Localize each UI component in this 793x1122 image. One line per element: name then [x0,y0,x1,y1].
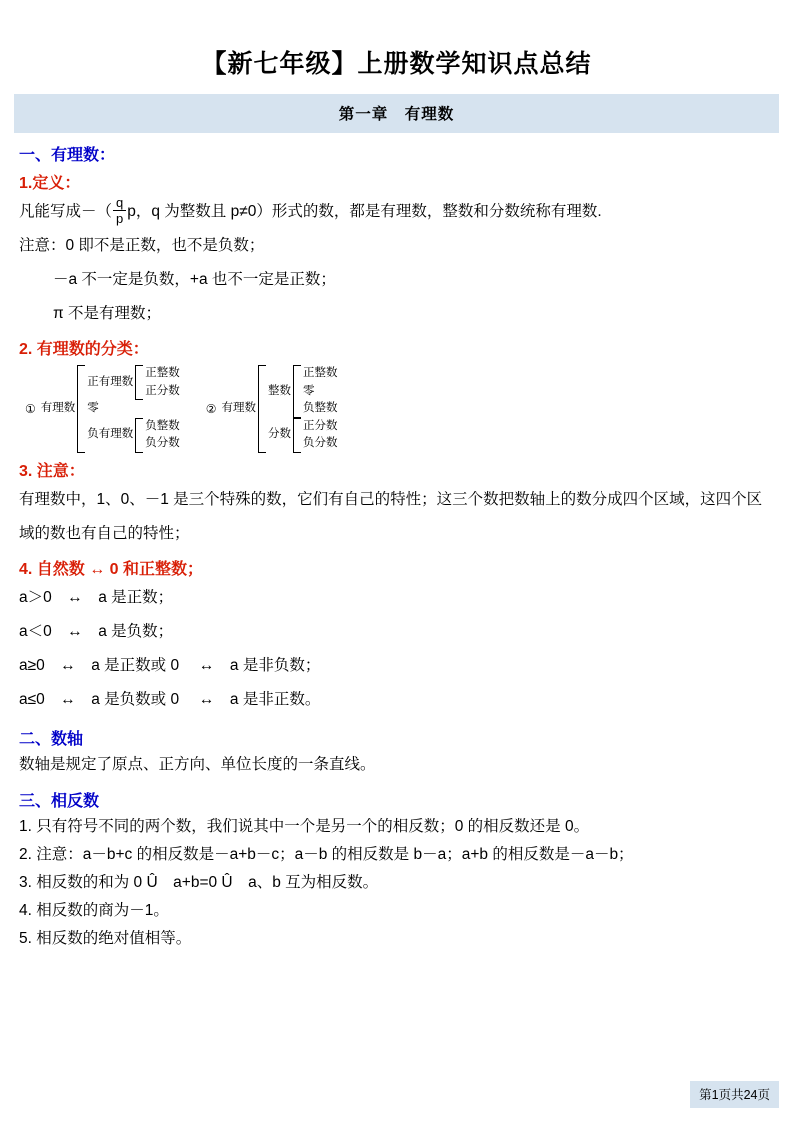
brace-icon [135,365,143,400]
opposite-line-2: 2. 注意：a－b+c 的相反数是－a+b－c；a－b 的相反数是 b－a；a+b 的相反数是－a－b； [19,845,634,863]
brace-icon [258,365,266,453]
classification-index-1: ① [25,401,36,416]
classification-group-1 [25,365,180,453]
branch-children [145,365,180,400]
subsection-heading-classification: 2. 有理数的分类： [19,341,149,358]
branch-child: 负整数 [145,419,180,432]
classification-branch [87,400,180,418]
note-line-1: 注意：0 即不是正数，也不是负数； [19,237,265,254]
subsection-heading-natural-numbers: 4. 自然数 ↔ 0 和正整数； [19,560,204,578]
branch-child: 负分数 [145,437,180,450]
number-line-paragraph: 数轴是规定了原点、正方向、单位长度的一条直线。 [19,755,376,773]
attention-paragraph: 有理数中，1、0、－1 是三个特殊的数，它们有自己的特性；这三个数把数轴上的数分成四个区域，这四个区域的数也有自己的特性； [19,490,763,542]
page-title: 【新七年级】上册数学知识点总结 [201,50,592,78]
classification-label-2: 有理数 [221,402,257,415]
branch-child: 零 [303,384,315,397]
classification-branch [268,418,338,453]
definition-paragraph [19,195,774,229]
brace-icon [135,418,143,453]
page-content [14,0,779,953]
classification-index-2: ② [205,401,217,416]
definition-text-after: p，q 为整数且 p≠0）形式的数，都是有理数，整数和分数统称有理数. [127,203,602,220]
page-footer: 第1页共24页 [690,1081,779,1108]
section-heading-rational-numbers: 一、有理数： [19,147,116,164]
branch-label: 正有理数 [87,375,134,388]
classification-branches-2 [268,365,338,453]
opposite-line-3: 3. 相反数的和为 0 Û a+b=0 Û a、b 互为相反数。 [19,873,379,891]
subsection-heading-definition: 1.定义： [19,175,81,192]
classification-group-2 [206,365,338,453]
note-line-3: π 不是有理数； [53,305,162,322]
branch-child: 负分数 [303,437,338,450]
section-heading-opposite-numbers: 三、相反数 [19,792,100,810]
section-heading-number-line: 二、数轴 [19,730,84,748]
branch-label: 零 [87,402,99,415]
classification-label-1: 有理数 [40,402,76,415]
subsection-heading-attention: 3. 注意： [19,462,85,480]
fraction-numerator: q [113,196,126,211]
note-line-2: －a 不一定是负数，+a 也不一定是正数； [53,271,336,288]
branch-child: 负整数 [303,402,338,415]
inequality-line-3: a≥0 ↔ a 是正数或 0 ↔ a 是非负数； [19,656,321,674]
classification-branch [87,418,180,453]
branch-label: 分数 [268,428,292,441]
branch-label: 负有理数 [87,428,134,441]
inequality-line-4: a≤0 ↔ a 是负数或 0 ↔ a 是非正数。 [19,690,321,708]
brace-icon [293,418,301,453]
classification-branches-1 [87,365,180,453]
inequality-line-2: a＜0 ↔ a 是负数； [19,622,174,640]
opposite-line-1: 1. 只有符号不同的两个数，我们说其中一个是另一个的相反数；0 的相反数还是 0。 [19,817,590,835]
fraction-denominator: p [116,211,124,227]
definition-text-before: 凡能写成－（ [19,203,113,220]
opposite-line-5: 5. 相反数的绝对值相等。 [19,929,192,947]
branch-child: 正整数 [303,367,338,379]
classification-diagram [19,365,774,453]
branch-child: 正整数 [145,367,180,379]
branch-children [145,418,180,453]
document-body [14,142,779,953]
branch-label: 整数 [268,384,292,397]
branch-child: 正分数 [303,419,338,432]
brace-icon [293,365,301,418]
brace-icon [77,365,85,453]
classification-branch [87,365,180,400]
opposite-line-4: 4. 相反数的商为－1。 [19,901,169,919]
branch-children [303,365,338,418]
fraction-q-over-p [113,196,126,225]
chapter-heading: 第一章 有理数 [14,94,779,133]
branch-children [303,418,338,453]
branch-child: 正分数 [145,384,180,397]
classification-branch [268,365,338,418]
inequality-line-1: a＞0 ↔ a 是正数； [19,588,174,606]
